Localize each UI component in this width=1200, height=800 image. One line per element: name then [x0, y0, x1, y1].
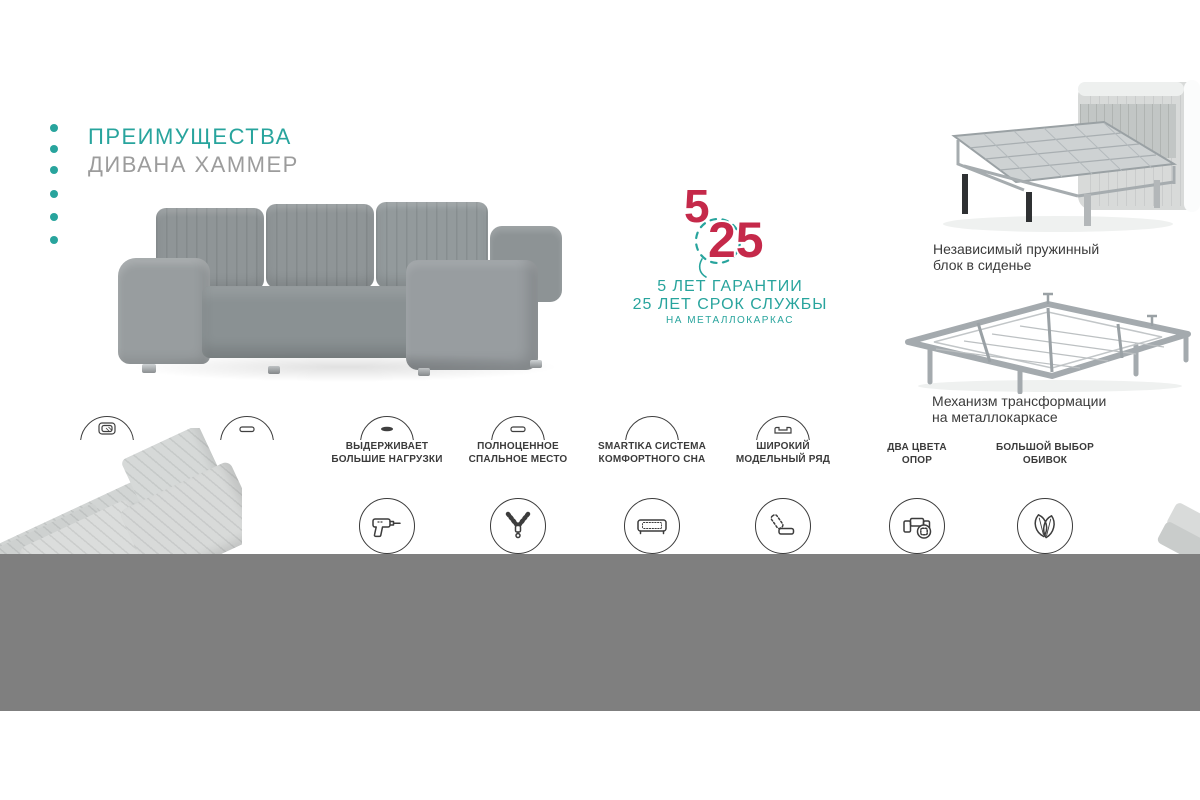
- spring-block-image: [928, 78, 1200, 236]
- recline-back-icon: [755, 498, 811, 554]
- bullet-dot: [50, 213, 58, 221]
- weight-disc-icon: [377, 421, 397, 437]
- feature-upholstery-choice: БОЛЬШОЙ ВЫБОР ОБИВОК: [996, 442, 1094, 466]
- warranty-line1: 5 ЛЕТ ГАРАНТИИ: [657, 278, 803, 295]
- warranty-line2: 25 ЛЕТ СРОК СЛУЖБЫ: [632, 296, 828, 313]
- bullet-dot: [50, 124, 58, 132]
- warranty-number-5: 5: [684, 180, 710, 232]
- warranty-number-25: 25: [708, 212, 764, 268]
- eco-leaves-icon: [1017, 498, 1073, 554]
- bullet-dot: [50, 166, 58, 174]
- right-feature-caption-2: Механизм трансформации на металлокаркасе: [932, 393, 1107, 425]
- feature-arc: [625, 416, 679, 440]
- sleeping-place-icon: [508, 421, 528, 437]
- warranty-line3: НА МЕТАЛЛОКАРКАС: [666, 315, 794, 326]
- sofa-floor-shadow: [130, 352, 560, 382]
- module-cushion-icon: [889, 498, 945, 554]
- sofa-bed-icon: [624, 498, 680, 554]
- zipper-icon: [490, 498, 546, 554]
- bullet-dot: [50, 236, 58, 244]
- sofa-fragment-image: [1150, 490, 1200, 554]
- feature-leg-colors: ДВА ЦВЕТА ОПОР: [887, 442, 947, 466]
- feature-smartika: SMARTIKA СИСТЕМА КОМФОРТНОГО СНА: [592, 415, 712, 466]
- feature-heavy-load: ВЫДЕРЖИВАЕТ БОЛЬШИЕ НАГРУЗКИ: [327, 415, 447, 466]
- metal-frame-image: [900, 292, 1196, 394]
- gray-overlay-band: [0, 554, 1200, 711]
- right-feature-caption-1: Независимый пружинный блок в сиденье: [933, 241, 1100, 273]
- sofa-back-cushion: [266, 204, 374, 288]
- sofa-outline-icon: [772, 421, 794, 437]
- feature-model-range: ШИРОКИЙ МОДЕЛЬНЫЙ РЯД: [723, 415, 843, 466]
- bullet-dot: [50, 145, 58, 153]
- page-title-accent: ПРЕИМУЩЕСТВА: [88, 124, 292, 149]
- bullet-dot: [50, 190, 58, 198]
- feature-sleeping-place: ПОЛНОЦЕННОЕ СПАЛЬНОЕ МЕСТО: [458, 415, 578, 466]
- sofa-armrest-left: [118, 258, 210, 364]
- page-title-rest: ДИВАНА ХАММЕР: [88, 152, 299, 177]
- unfolded-sofa-image: [0, 428, 242, 554]
- drill-icon: [359, 498, 415, 554]
